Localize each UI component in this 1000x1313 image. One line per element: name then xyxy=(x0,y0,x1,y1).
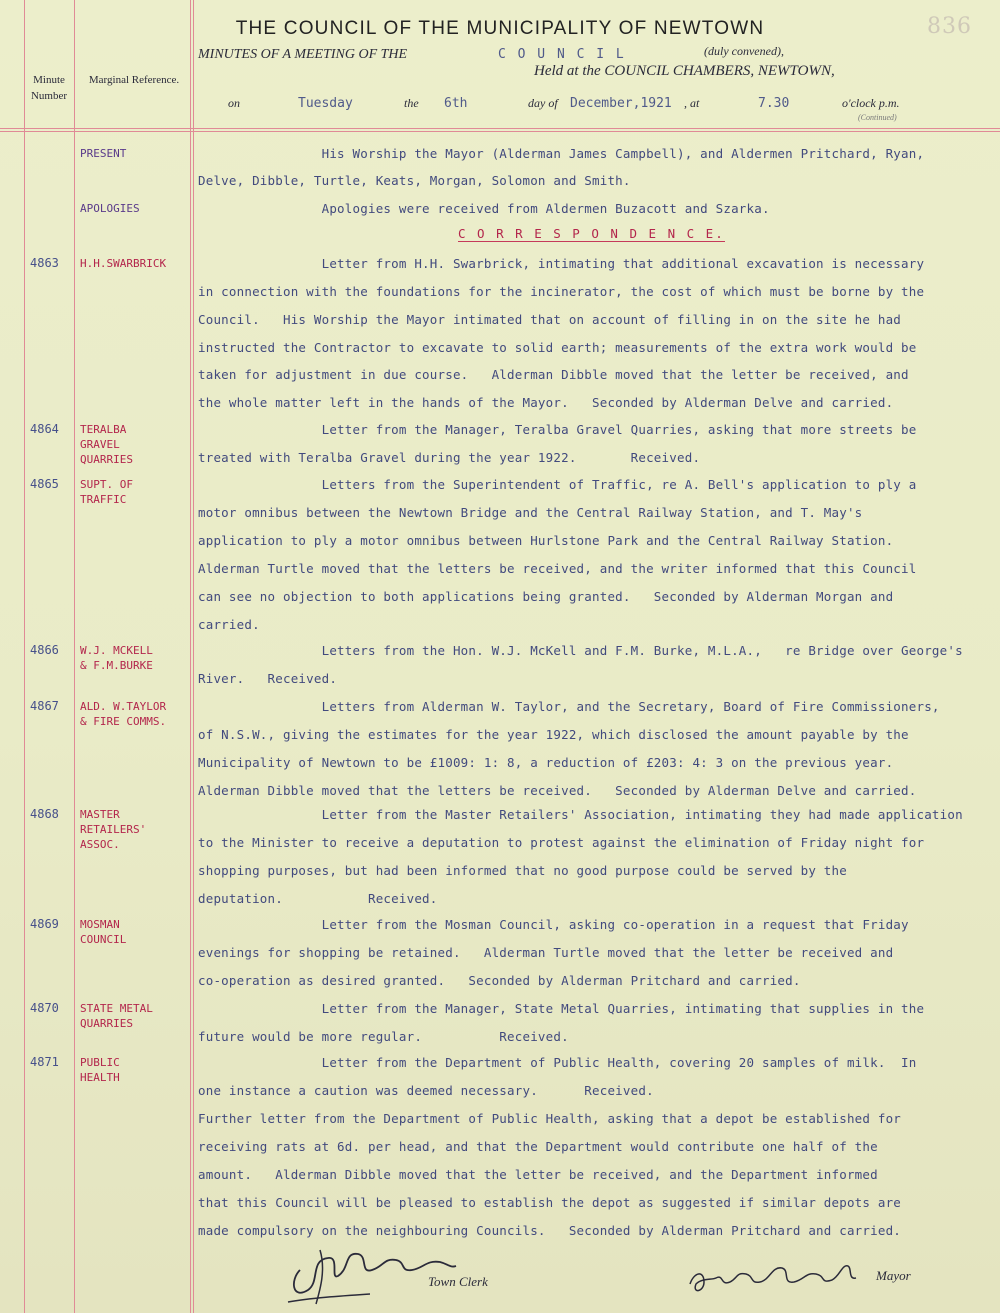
minute-number: 4869 xyxy=(30,917,59,931)
town-clerk-label: Town Clerk xyxy=(428,1274,488,1289)
margin-rule-left xyxy=(24,0,25,1313)
minutes-line: instructed the Contractor to excavate to solid earth; measurements of the extra work would be xyxy=(198,340,917,355)
marginal-reference: PUBLIC HEALTH xyxy=(80,1056,120,1084)
marginal-reference: APOLOGIES xyxy=(80,202,140,215)
marginal-reference: ALD. W.TAYLOR & FIRE COMMS. xyxy=(80,700,167,728)
continued-label: (Continued) xyxy=(858,113,897,122)
minutes-line: carried. xyxy=(198,617,260,632)
minute-number: 4866 xyxy=(30,643,59,657)
minutes-line: Letter from the Mosman Council, asking co-operation in a request that Friday xyxy=(198,917,909,932)
minutes-line: of N.S.W., giving the estimates for the year 1922, which disclosed the amount payable by the xyxy=(198,727,909,742)
minutes-line: receiving rats at 6d. per head, and that the Department would contribute one half of the xyxy=(198,1139,878,1154)
minute-number: 4867 xyxy=(30,699,59,713)
minutes-line: can see no objection to both applications being granted. Seconded by Alderman Morgan and xyxy=(198,589,894,604)
marginal-reference: MASTER RETAILERS' ASSOC. xyxy=(80,808,147,851)
rule-marginal-column-double xyxy=(193,0,194,1313)
minutes-line: Letter from the Department of Public Health, covering 20 samples of milk. In xyxy=(198,1055,917,1070)
minutes-line: Letter from the Manager, Teralba Gravel Quarries, asking that more streets be xyxy=(198,422,917,437)
at-label: , at xyxy=(684,96,700,110)
meeting-month-year: December,1921 xyxy=(570,96,672,111)
minutes-line: application to ply a motor omnibus between Hurlstone Park and the Central Railway Station. xyxy=(198,533,894,548)
marginal-reference: W.J. MCKELL & F.M.BURKE xyxy=(80,644,153,672)
minute-number: 4865 xyxy=(30,477,59,491)
rule-number-column xyxy=(74,0,75,1313)
minutes-line: Council. His Worship the Mayor intimated that on account of filling in on the site he had xyxy=(198,312,902,327)
minutes-line: that this Council will be pleased to establish the depot as suggested if similar depots are xyxy=(198,1195,902,1210)
minute-number: 4868 xyxy=(30,807,59,821)
minutes-line: made compulsory on the neighbouring Councils. Seconded by Alderman Pritchard and carried. xyxy=(198,1223,902,1238)
minutes-line: Further letter from the Department of Public Health, asking that a depot be established for xyxy=(198,1111,902,1126)
minutes-line: one instance a caution was deemed necessary. Received. xyxy=(198,1083,654,1098)
minutes-line: evenings for shopping be retained. Alderman Turtle moved that the letter be received and xyxy=(198,945,894,960)
marginal-reference: TERALBA GRAVEL QUARRIES xyxy=(80,423,133,466)
meeting-time: 7.30 xyxy=(758,96,790,111)
on-label: on xyxy=(228,96,240,110)
minute-number: 4871 xyxy=(30,1055,59,1069)
header-rule-double xyxy=(0,131,1000,132)
minute-number: 4863 xyxy=(30,256,59,270)
minutes-line: deputation. Received. xyxy=(198,891,438,906)
minutes-line: Delve, Dibble, Turtle, Keats, Morgan, Solomon and Smith. xyxy=(198,173,631,188)
minutes-line: co-operation as desired granted. Seconded by Alderman Pritchard and carried. xyxy=(198,973,801,988)
minutes-line: future would be more regular. Received. xyxy=(198,1029,569,1044)
column-header-minute-number: Minute Number xyxy=(30,74,68,102)
minutes-line: River. Received. xyxy=(198,671,338,686)
minutes-of-label: MINUTES OF A MEETING OF THE xyxy=(198,47,408,62)
minutes-line: taken for adjustment in due course. Alderman Dibble moved that the letter be received, and xyxy=(198,367,909,382)
minutes-line: Alderman Dibble moved that the letters be received. Seconded by Alderman Delve and carried. xyxy=(198,783,917,798)
held-at: Held at the COUNCIL CHAMBERS, NEWTOWN, xyxy=(534,63,835,79)
mayor-signature xyxy=(680,1250,870,1300)
minute-number: 4870 xyxy=(30,1001,59,1015)
minutes-line: Letter from the Master Retailers' Association, intimating they had made application xyxy=(198,807,963,822)
minutes-line: in connection with the foundations for the incinerator, the cost of which must be borne by the xyxy=(198,284,925,299)
meeting-day: 6th xyxy=(444,96,468,111)
meeting-weekday: Tuesday xyxy=(298,96,353,111)
meeting-body: C O U N C I L xyxy=(498,47,626,62)
minutes-line: Letters from the Hon. W.J. McKell and F.M. Burke, M.L.A., re Bridge over George's xyxy=(198,643,963,658)
minutes-line: Letter from H.H. Swarbrick, intimating that additional excavation is necessary xyxy=(198,256,925,271)
day-of-label: day of xyxy=(528,96,558,110)
minutes-line: Apologies were received from Aldermen Buzacott and Szarka. xyxy=(198,201,770,216)
minutes-line: Municipality of Newtown to be £1009: 1: 8, a reduction of £203: 4: 3 on the previous year. xyxy=(198,755,894,770)
duly-convened: (duly convened), xyxy=(704,44,784,58)
minutes-line: to the Minister to receive a deputation to protest against the elimination of Friday night for xyxy=(198,835,925,850)
marginal-reference: MOSMAN COUNCIL xyxy=(80,918,127,946)
minutes-line: motor omnibus between the Newtown Bridge and the Central Railway Station, and T. May's xyxy=(198,505,863,520)
minutes-line: treated with Teralba Gravel during the year 1922. Received. xyxy=(198,450,701,465)
council-title: THE COUNCIL OF THE MUNICIPALITY OF NEWTOWN xyxy=(235,18,765,39)
minute-number: 4864 xyxy=(30,422,59,436)
mayor-label: Mayor xyxy=(876,1268,911,1283)
minutes-line: His Worship the Mayor (Alderman James Campbell), and Aldermen Pritchard, Ryan, xyxy=(198,146,925,161)
oclock-label: o'clock p.m. xyxy=(842,96,900,110)
correspondence-heading: C O R R E S P O N D E N C E. xyxy=(458,226,725,241)
marginal-reference: PRESENT xyxy=(80,147,127,160)
the-label: the xyxy=(404,96,419,110)
minutes-line: amount. Alderman Dibble moved that the letter be received, and the Department informed xyxy=(198,1167,878,1182)
minutes-line: Letters from Alderman W. Taylor, and the Secretary, Board of Fire Commissioners, xyxy=(198,699,940,714)
rule-marginal-column xyxy=(190,0,191,1313)
minutes-line: Letters from the Superintendent of Traffic, re A. Bell's application to ply a xyxy=(198,477,917,492)
header-rule xyxy=(0,128,1000,129)
marginal-reference: H.H.SWARBRICK xyxy=(80,257,167,270)
minutes-line: Letter from the Manager, State Metal Quarries, intimating that supplies in the xyxy=(198,1001,925,1016)
minutes-line: the whole matter left in the hands of the Mayor. Seconded by Alderman Delve and carried. xyxy=(198,395,894,410)
minutes-line: Alderman Turtle moved that the letters be received, and the writer informed that this Council xyxy=(198,561,917,576)
marginal-reference: STATE METAL QUARRIES xyxy=(80,1002,153,1030)
minutes-line: shopping purposes, but had been informed that no good purpose could be served by the xyxy=(198,863,847,878)
page-number: 836 xyxy=(927,14,972,39)
marginal-reference: SUPT. OF TRAFFIC xyxy=(80,478,133,506)
column-header-marginal-reference: Marginal Reference. xyxy=(88,74,180,86)
